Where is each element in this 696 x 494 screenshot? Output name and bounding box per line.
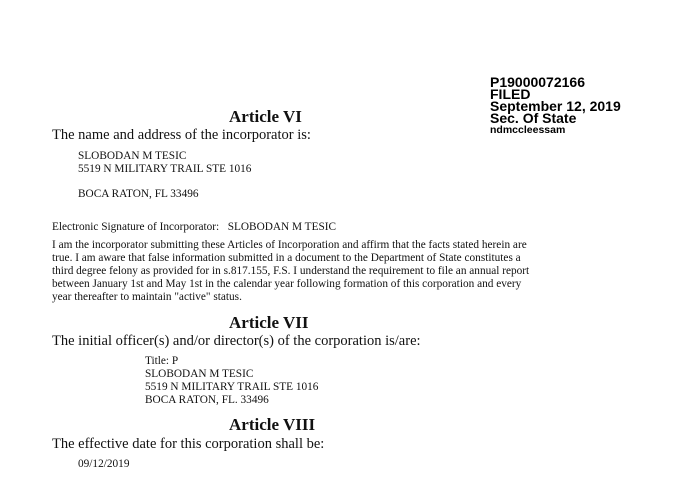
affirmation-paragraph xyxy=(52,239,652,304)
incorporator-city: BOCA RATON, FL 33496 xyxy=(78,188,199,200)
filing-stamp xyxy=(490,76,621,136)
article-8-heading: Article VIII xyxy=(229,415,316,434)
filed-status: FILED xyxy=(490,86,531,102)
article-8-lead: The effective date for this corporation shall be: xyxy=(52,436,325,452)
article-7-heading: Article VII xyxy=(229,313,309,332)
signature-line xyxy=(52,221,336,234)
article-7-lead: The initial officer(s) and/or director(s) of the corporation is/are: xyxy=(52,333,421,349)
officer-street: 5519 N MILITARY TRAIL STE 1016 xyxy=(145,381,319,393)
document-number: P19000072166 xyxy=(490,74,585,90)
filed-date: September 12, 2019 xyxy=(490,98,621,114)
officer-city: BOCA RATON, FL. 33496 xyxy=(145,394,269,406)
article-6-heading: Article VI xyxy=(229,107,302,126)
filing-office: Sec. Of State xyxy=(490,110,577,126)
incorporator-street: 5519 N MILITARY TRAIL STE 1016 xyxy=(78,163,252,175)
clerk-id: ndmccleessam xyxy=(490,124,566,136)
incorporator-name: SLOBODAN M TESIC xyxy=(78,150,187,162)
signature-name: SLOBODAN M TESIC xyxy=(227,221,337,233)
affirmation-line: I am the incorporator submitting these Articles of Incorporation and affirm that the facts stated herein are xyxy=(52,239,527,251)
article-6-lead: The name and address of the incorporator is: xyxy=(52,127,311,143)
affirmation-line: third degree felony as provided for in s.817.155, F.S. I understand the requirement to file an annual report xyxy=(52,265,530,277)
affirmation-line: year thereafter to maintain "active" status. xyxy=(52,291,242,303)
affirmation-line: true. I am aware that false information submitted in a document to the Department of State constitutes a xyxy=(52,252,521,264)
signature-label: Electronic Signature of Incorporator: xyxy=(52,221,220,233)
officer-title: Title: P xyxy=(145,355,179,367)
officer-name: SLOBODAN M TESIC xyxy=(145,368,254,380)
effective-date: 09/12/2019 xyxy=(78,458,130,470)
affirmation-line: between January 1st and May 1st in the calendar year following formation of this corporation and every xyxy=(52,278,522,290)
